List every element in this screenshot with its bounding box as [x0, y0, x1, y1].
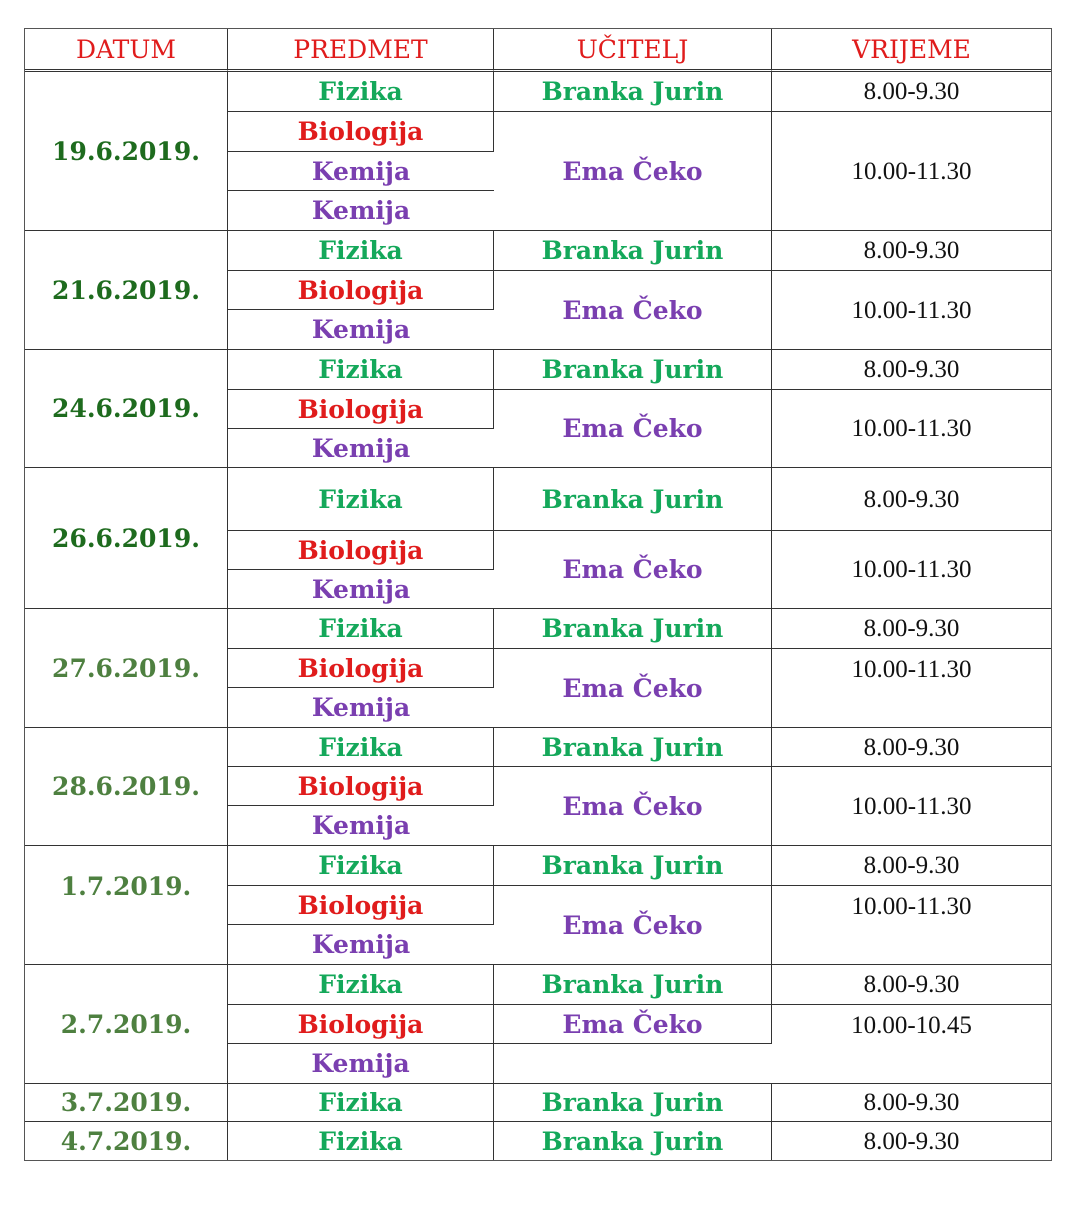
time-cell: 8.00-9.30: [772, 965, 1051, 1005]
time-cell: 10.00-11.30: [772, 886, 1051, 965]
subject-cell: Kemija: [228, 570, 494, 609]
subject-cell: Biologija: [228, 112, 494, 152]
header-subject: PREDMET: [228, 29, 494, 72]
subject-cell: Fizika: [228, 1084, 494, 1122]
date-cell: 28.6.2019.: [25, 728, 228, 846]
teacher-cell: Branka Jurin: [494, 1084, 772, 1122]
subject-cell: Kemija: [228, 688, 494, 728]
time-cell: 8.00-9.30: [772, 728, 1051, 767]
table-row: [25, 72, 1051, 112]
subject-cell: Fizika: [228, 72, 494, 112]
date-cell: 2.7.2019.: [25, 965, 228, 1084]
date-cell: 4.7.2019.: [25, 1122, 228, 1160]
teacher-cell: Ema Čeko: [494, 112, 772, 231]
subject-cell: Biologija: [228, 531, 494, 570]
subject-cell: Kemija: [228, 1044, 494, 1084]
subject-cell: Fizika: [228, 965, 494, 1005]
time-cell: 10.00-10.45: [772, 1005, 1051, 1084]
time-cell: 8.00-9.30: [772, 846, 1051, 886]
teacher-cell: Ema Čeko: [494, 271, 772, 350]
time-cell: 8.00-9.30: [772, 350, 1051, 390]
subject-cell: Biologija: [228, 886, 494, 925]
table-row: [25, 1122, 1051, 1160]
teacher-cell: Branka Jurin: [494, 231, 772, 271]
date-cell: 24.6.2019.: [25, 350, 228, 468]
subject-cell: Kemija: [228, 310, 494, 350]
time-cell: 8.00-9.30: [772, 231, 1051, 271]
teacher-cell: Branka Jurin: [494, 846, 772, 886]
time-cell: 8.00-9.30: [772, 1084, 1051, 1122]
subject-cell: Biologija: [228, 390, 494, 429]
header-date: DATUM: [25, 29, 228, 72]
subject-cell: Fizika: [228, 846, 494, 886]
subject-cell: Biologija: [228, 271, 494, 310]
teacher-cell: Branka Jurin: [494, 609, 772, 649]
teacher-cell: Ema Čeko: [494, 390, 772, 468]
time-cell: 8.00-9.30: [772, 468, 1051, 531]
teacher-cell: Branka Jurin: [494, 1122, 772, 1160]
teacher-cell: Branka Jurin: [494, 350, 772, 390]
table-row: [25, 846, 1051, 886]
teacher-cell: Ema Čeko: [494, 767, 772, 846]
date-cell: 19.6.2019.: [25, 72, 228, 231]
exam-schedule-table: [24, 28, 1052, 1161]
subject-cell: Fizika: [228, 231, 494, 271]
teacher-cell: Ema Čeko: [494, 531, 772, 609]
date-cell: 27.6.2019.: [25, 609, 228, 728]
teacher-cell: Branka Jurin: [494, 728, 772, 767]
time-cell: 8.00-9.30: [772, 609, 1051, 649]
header-row: [25, 29, 1051, 72]
teacher-cell: Branka Jurin: [494, 72, 772, 112]
subject-cell: Fizika: [228, 350, 494, 390]
table-row: [25, 231, 1051, 271]
header-teacher: UČITELJ: [494, 29, 772, 72]
subject-cell: Fizika: [228, 609, 494, 649]
subject-cell: Fizika: [228, 1122, 494, 1160]
time-cell: 8.00-9.30: [772, 72, 1051, 112]
subject-cell: Kemija: [228, 925, 494, 965]
table-row: [25, 728, 1051, 767]
time-cell: 10.00-11.30: [772, 390, 1051, 468]
subject-cell: Kemija: [228, 152, 494, 191]
table-row: [25, 350, 1051, 390]
table-row: [25, 965, 1051, 1005]
teacher-cell: Branka Jurin: [494, 965, 772, 1005]
table-row: [25, 609, 1051, 649]
subject-cell: Fizika: [228, 728, 494, 767]
header-time: VRIJEME: [772, 29, 1051, 72]
subject-cell: Kemija: [228, 806, 494, 846]
table-row: [25, 1084, 1051, 1122]
subject-cell: Fizika: [228, 468, 494, 531]
time-cell: 10.00-11.30: [772, 112, 1051, 231]
time-cell: 10.00-11.30: [772, 531, 1051, 609]
time-cell: 10.00-11.30: [772, 271, 1051, 350]
time-cell: 8.00-9.30: [863, 1127, 960, 1155]
subject-cell: Kemija: [228, 429, 494, 468]
subject-cell: Biologija: [228, 1005, 494, 1044]
table-row: [25, 468, 1051, 531]
time-cell: 10.00-11.30: [772, 767, 1051, 846]
subject-cell: Kemija: [228, 191, 494, 231]
date-cell: 1.7.2019.: [25, 846, 228, 965]
teacher-cell-empty: [494, 1044, 772, 1084]
time-cell: 10.00-11.30: [772, 649, 1051, 728]
date-cell: 21.6.2019.: [25, 231, 228, 350]
teacher-cell: Ema Čeko: [494, 886, 772, 965]
teacher-cell: Ema Čeko: [494, 1005, 772, 1044]
teacher-cell: Ema Čeko: [494, 649, 772, 728]
teacher-cell: Branka Jurin: [494, 468, 772, 531]
subject-cell: Biologija: [228, 649, 494, 688]
date-cell: 3.7.2019.: [25, 1084, 228, 1122]
date-cell: 26.6.2019.: [25, 468, 228, 609]
subject-cell: Biologija: [228, 767, 494, 806]
